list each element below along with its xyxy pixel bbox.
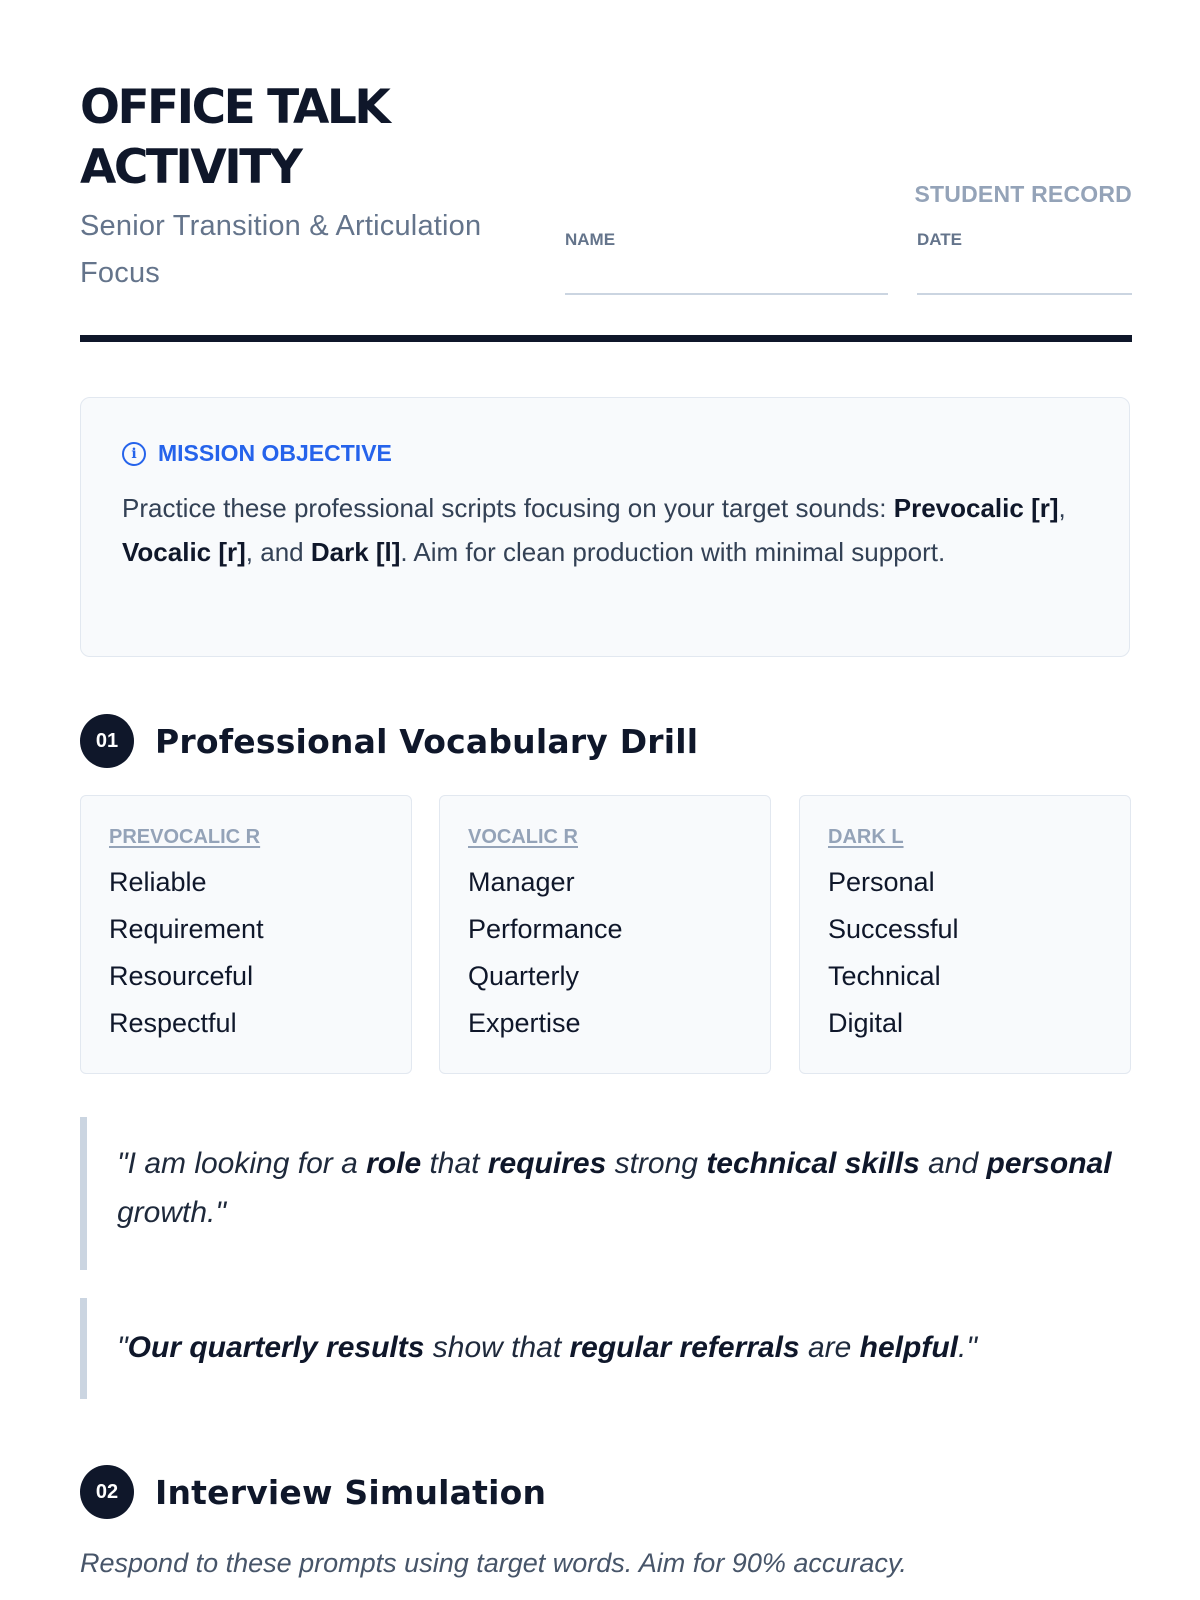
quote-part: growth." xyxy=(117,1196,227,1229)
quote-part: "I am looking for a xyxy=(117,1147,367,1180)
vocab-word: Quarterly xyxy=(468,961,580,991)
quote-part: and xyxy=(919,1147,987,1180)
section-number-badge: 01 xyxy=(80,714,134,768)
name-field[interactable] xyxy=(565,293,888,295)
practice-quote xyxy=(80,1117,1132,1270)
vocab-word: Expertise xyxy=(468,1008,581,1038)
info-icon: i xyxy=(122,442,146,466)
page-subtitle: Senior Transition & Articulation Focus xyxy=(80,210,482,289)
vocab-word: Resourceful xyxy=(109,961,254,991)
section-title: Professional Vocabulary Drill xyxy=(155,721,699,761)
quote-part: show that xyxy=(424,1331,570,1364)
vocab-word: Requirement xyxy=(109,914,264,944)
vocab-word: Respectful xyxy=(109,1008,237,1038)
target-word: Our quarterly results xyxy=(127,1331,425,1364)
target-word: role xyxy=(366,1147,422,1180)
page-title: OFFICE TALK ACTIVITY xyxy=(80,80,389,195)
name-field-label: NAME xyxy=(565,230,616,249)
target-sound-prevocalic-r: Prevocalic [r] xyxy=(893,493,1059,523)
vocab-card-dark-l xyxy=(799,795,1131,1074)
vocab-card-prevocalic-r xyxy=(80,795,412,1074)
vocab-word: Digital xyxy=(828,1008,904,1038)
card-label: VOCALIC R xyxy=(468,826,578,848)
card-label: DARK L xyxy=(828,826,904,848)
quote-part: ." xyxy=(958,1331,977,1364)
mission-header xyxy=(122,440,392,467)
target-sound-dark-l: Dark [l] xyxy=(310,537,401,567)
section-interview-simulation-header xyxy=(80,1465,546,1519)
mission-objective-box xyxy=(80,397,1130,657)
target-word: helpful xyxy=(859,1331,958,1364)
section-title: Interview Simulation xyxy=(155,1472,547,1512)
target-sound-vocalic-r: Vocalic [r] xyxy=(122,537,246,567)
card-label: PREVOCALIC R xyxy=(109,826,261,848)
vocab-word: Performance xyxy=(468,914,623,944)
mission-separator: , xyxy=(1058,493,1066,523)
target-word: personal xyxy=(986,1147,1112,1180)
mission-outro: . Aim for clean production with minimal support. xyxy=(400,537,946,567)
target-word: regular referrals xyxy=(569,1331,800,1364)
quote-text xyxy=(117,1117,1132,1237)
student-record-label: STUDENT RECORD xyxy=(914,181,1132,207)
mission-separator: , and xyxy=(245,537,311,567)
quote-part: strong xyxy=(606,1147,707,1180)
quote-part: that xyxy=(421,1147,488,1180)
target-word: requires xyxy=(487,1147,607,1180)
header-divider xyxy=(80,335,1132,342)
vocab-word: Personal xyxy=(828,867,935,897)
vocab-word: Technical xyxy=(828,961,941,991)
quote-text xyxy=(117,1298,1132,1372)
date-field[interactable] xyxy=(917,293,1132,295)
vocab-word: Manager xyxy=(468,867,575,897)
practice-quote xyxy=(80,1298,1132,1399)
section-vocabulary-drill-header xyxy=(80,714,698,768)
mission-title: MISSION OBJECTIVE xyxy=(158,440,392,466)
quote-part: are xyxy=(799,1331,860,1364)
mission-text xyxy=(122,486,1082,574)
target-word: technical skills xyxy=(706,1147,920,1180)
vocab-card-vocalic-r xyxy=(439,795,771,1074)
vocab-word: Successful xyxy=(828,914,959,944)
section-instruction: Respond to these prompts using target words. Aim for 90% accuracy. xyxy=(80,1548,907,1578)
date-field-label: DATE xyxy=(917,230,963,249)
quote-part: " xyxy=(117,1331,128,1364)
section-number-badge: 02 xyxy=(80,1465,134,1519)
vocab-word: Reliable xyxy=(109,867,207,897)
mission-intro: Practice these professional scripts focusing on your target sounds: xyxy=(122,493,894,523)
